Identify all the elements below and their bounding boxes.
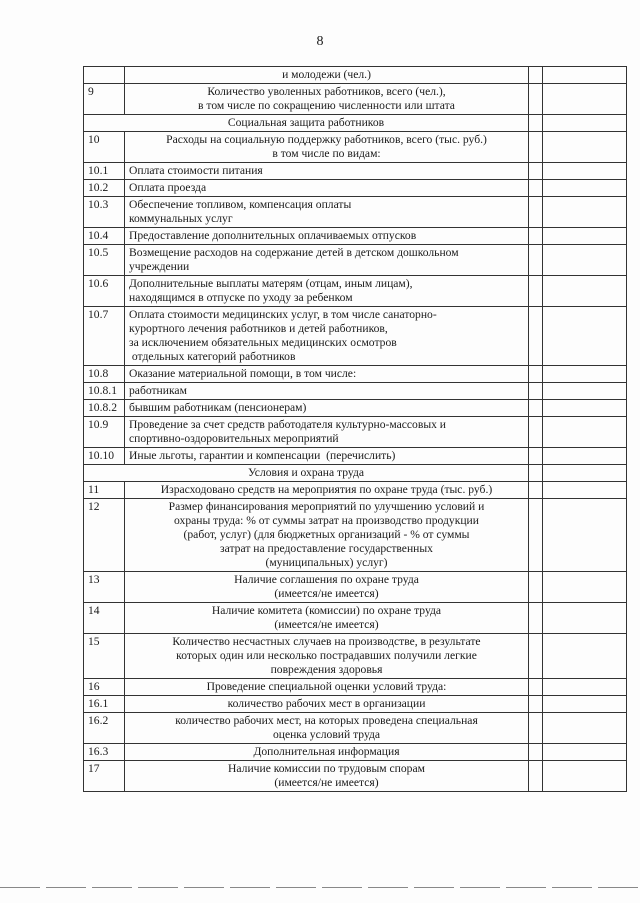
indicator-label-line: за исключением обязательных медицинских осмотров	[129, 336, 397, 349]
indicator-label-line: коммунальных услуг	[129, 212, 233, 225]
indicator-label-line: Оказание материальной помощи, в том числе:	[129, 367, 357, 380]
indicator-label-line: Проведение специальной оценки условий труда:	[206, 680, 447, 693]
row-number: 10.9	[84, 417, 125, 448]
indicator-label-line: (имеется/не имеется)	[274, 618, 379, 631]
value-cell[interactable]	[529, 132, 543, 163]
table-row	[84, 163, 627, 180]
value-cell[interactable]	[543, 761, 627, 792]
indicator-label	[125, 197, 529, 228]
table-row	[84, 696, 627, 713]
value-cell[interactable]	[543, 115, 627, 132]
value-cell[interactable]	[529, 228, 543, 245]
table-row	[84, 67, 627, 84]
indicator-label	[125, 400, 529, 417]
indicator-label	[125, 572, 529, 603]
indicator-label-line: (имеется/не имеется)	[274, 776, 379, 789]
table-body	[84, 67, 627, 792]
indicator-label	[125, 634, 529, 679]
value-cell[interactable]	[529, 679, 543, 696]
value-cell[interactable]	[529, 761, 543, 792]
indicator-label	[125, 228, 529, 245]
value-cell[interactable]	[529, 572, 543, 603]
row-number: 10.8.2	[84, 400, 125, 417]
table-row	[84, 448, 627, 465]
row-number: 16.2	[84, 713, 125, 744]
value-cell[interactable]	[543, 307, 627, 366]
table-row	[84, 132, 627, 163]
indicator-label	[125, 67, 529, 84]
indicator-label-line: (работ, услуг) (для бюджетных организаций - % от суммы	[183, 528, 470, 541]
indicator-label-line: Оплата стоимости медицинских услуг, в том числе санаторно-	[129, 308, 437, 321]
indicator-label	[125, 499, 529, 572]
value-cell[interactable]	[543, 132, 627, 163]
value-cell[interactable]	[529, 417, 543, 448]
value-cell[interactable]	[543, 197, 627, 228]
value-cell[interactable]	[529, 499, 543, 572]
row-number: 10.5	[84, 245, 125, 276]
table-row	[84, 180, 627, 197]
indicator-label-line: охраны труда: % от суммы затрат на производство продукции	[174, 514, 479, 527]
row-number	[84, 67, 125, 84]
page-number: 8	[316, 34, 324, 49]
value-cell[interactable]	[529, 84, 543, 115]
indicator-label-line: в том числе по видам:	[272, 147, 381, 160]
table-row	[84, 276, 627, 307]
indicator-label	[125, 696, 529, 713]
value-cell[interactable]	[529, 482, 543, 499]
indicator-label	[125, 679, 529, 696]
value-cell[interactable]	[543, 366, 627, 383]
indicator-label-line: курортного лечения работников и детей работников,	[129, 322, 388, 335]
value-cell[interactable]	[529, 245, 543, 276]
value-cell[interactable]	[529, 276, 543, 307]
indicator-label-line: Наличие комиссии по трудовым спорам	[228, 762, 425, 775]
row-number: 9	[84, 84, 125, 115]
value-cell[interactable]	[529, 197, 543, 228]
row-number: 10.7	[84, 307, 125, 366]
indicator-label-line: работникам	[129, 384, 187, 397]
value-cell[interactable]	[543, 744, 627, 761]
table-row	[84, 228, 627, 245]
indicator-label	[125, 84, 529, 115]
indicator-label-line: Дополнительная информация	[253, 745, 400, 758]
indicator-label-line: Обеспечение топливом, компенсация оплаты	[129, 198, 352, 211]
indicator-label-line: Расходы на социальную поддержку работников, всего (тыс. руб.)	[166, 133, 487, 146]
indicator-label	[125, 383, 529, 400]
table-row	[84, 482, 627, 499]
indicator-label-line: отдельных категорий работников	[129, 350, 296, 363]
row-number: 10	[84, 132, 125, 163]
indicator-label-line: находящимся в отпуске по уходу за ребенком	[129, 291, 353, 304]
indicator-label	[125, 366, 529, 383]
value-cell[interactable]	[529, 67, 543, 84]
table-row	[84, 400, 627, 417]
row-number: 14	[84, 603, 125, 634]
indicator-label-line: Оплата стоимости питания	[129, 164, 263, 177]
value-cell[interactable]	[543, 634, 627, 679]
row-number: 10.8.1	[84, 383, 125, 400]
row-number: 10.1	[84, 163, 125, 180]
value-cell[interactable]	[543, 679, 627, 696]
indicator-label-line: Количество уволенных работников, всего (чел.),	[207, 85, 446, 98]
indicator-label-line: Возмещение расходов на содержание детей в детском дошкольном	[129, 246, 459, 259]
table-row	[84, 603, 627, 634]
value-cell[interactable]	[543, 448, 627, 465]
indicator-label-line: повреждения здоровья	[270, 663, 383, 676]
value-cell[interactable]	[529, 713, 543, 744]
value-cell[interactable]	[529, 115, 543, 132]
table-row	[84, 679, 627, 696]
row-number: 10.8	[84, 366, 125, 383]
row-number: 10.4	[84, 228, 125, 245]
value-cell[interactable]	[543, 465, 627, 482]
value-cell[interactable]	[529, 744, 543, 761]
row-number: 10.2	[84, 180, 125, 197]
value-cell[interactable]	[543, 228, 627, 245]
table-row	[84, 713, 627, 744]
row-number: 10.3	[84, 197, 125, 228]
row-number: 16	[84, 679, 125, 696]
value-cell[interactable]	[543, 276, 627, 307]
indicator-label	[125, 761, 529, 792]
form-table	[83, 66, 627, 792]
value-cell[interactable]	[543, 713, 627, 744]
indicator-label-line: спортивно-оздоровительных мероприятий	[129, 432, 339, 445]
indicator-label-line: Размер финансирования мероприятий по улучшению условий и	[168, 500, 485, 513]
indicator-label	[125, 180, 529, 197]
row-number: 10.10	[84, 448, 125, 465]
section-header-row	[84, 465, 627, 482]
value-cell[interactable]	[529, 603, 543, 634]
value-cell[interactable]	[543, 603, 627, 634]
value-cell[interactable]	[529, 180, 543, 197]
row-number: 17	[84, 761, 125, 792]
indicator-label	[125, 307, 529, 366]
table-row	[84, 499, 627, 572]
value-cell[interactable]	[529, 400, 543, 417]
indicator-label	[125, 417, 529, 448]
section-title: Условия и охрана труда	[84, 465, 529, 482]
table-row	[84, 634, 627, 679]
value-cell[interactable]	[529, 366, 543, 383]
indicator-label-line: Наличие соглашения по охране труда	[234, 573, 419, 586]
value-cell[interactable]	[543, 67, 627, 84]
value-cell[interactable]	[543, 383, 627, 400]
value-cell[interactable]	[529, 383, 543, 400]
indicator-label-line: в том числе по сокращению численности или штата	[198, 99, 455, 112]
indicator-label	[125, 163, 529, 180]
indicator-label-line: которых один или несколько пострадавших получили легкие	[176, 649, 477, 662]
table-row	[84, 383, 627, 400]
table-row	[84, 84, 627, 115]
table-row	[84, 197, 627, 228]
indicator-label-line: и молодежи (чел.)	[282, 68, 371, 81]
indicator-label-line: Израсходовано средств на мероприятия по охране труда (тыс. руб.)	[160, 483, 493, 496]
table-row	[84, 761, 627, 792]
indicator-label-line: затрат на предоставление государственных	[220, 542, 433, 555]
indicator-label	[125, 276, 529, 307]
section-header-row	[84, 115, 627, 132]
value-cell[interactable]	[543, 84, 627, 115]
table-row	[84, 245, 627, 276]
indicator-label-line: количество рабочих мест, на которых проведена специальная	[175, 714, 478, 727]
row-number: 16.3	[84, 744, 125, 761]
indicator-label-line: Дополнительные выплаты матерям (отцам, иным лицам),	[129, 277, 413, 290]
indicator-label	[125, 713, 529, 744]
indicator-label	[125, 132, 529, 163]
indicator-label-line: бывшим работникам (пенсионерам)	[129, 401, 307, 414]
row-number: 16.1	[84, 696, 125, 713]
value-cell[interactable]	[529, 696, 543, 713]
indicator-label	[125, 744, 529, 761]
indicator-label-line: Предоставление дополнительных оплачиваемых отпусков	[129, 229, 417, 242]
value-cell[interactable]	[529, 307, 543, 366]
table-row	[84, 572, 627, 603]
row-number: 11	[84, 482, 125, 499]
table-row	[84, 366, 627, 383]
page-bottom-edge	[0, 887, 640, 888]
value-cell[interactable]	[529, 465, 543, 482]
indicator-label	[125, 603, 529, 634]
row-number: 12	[84, 499, 125, 572]
indicator-label	[125, 482, 529, 499]
section-title: Социальная защита работников	[84, 115, 529, 132]
indicator-label-line: Наличие комитета (комиссии) по охране труда	[211, 604, 442, 617]
value-cell[interactable]	[543, 499, 627, 572]
value-cell[interactable]	[543, 400, 627, 417]
indicator-label-line: оценка условий труда	[272, 728, 381, 741]
value-cell[interactable]	[543, 696, 627, 713]
value-cell[interactable]	[529, 163, 543, 180]
indicator-label	[125, 245, 529, 276]
value-cell[interactable]	[543, 572, 627, 603]
indicator-label	[125, 448, 529, 465]
value-cell[interactable]	[543, 245, 627, 276]
value-cell[interactable]	[543, 180, 627, 197]
value-cell[interactable]	[543, 417, 627, 448]
value-cell[interactable]	[543, 163, 627, 180]
row-number: 10.6	[84, 276, 125, 307]
row-number: 15	[84, 634, 125, 679]
indicator-label-line: (муниципальных) услуг)	[265, 556, 388, 569]
value-cell[interactable]	[529, 634, 543, 679]
indicator-label-line: (имеется/не имеется)	[274, 587, 379, 600]
indicator-label-line: учреждении	[129, 260, 190, 273]
indicator-label-line: количество рабочих мест в организации	[227, 697, 426, 710]
value-cell[interactable]	[529, 448, 543, 465]
table-row	[84, 307, 627, 366]
indicator-label-line: Проведение за счет средств работодателя культурно-массовых и	[129, 418, 447, 431]
indicator-label-line: Иные льготы, гарантии и компенсации (перечислить)	[129, 449, 396, 462]
indicator-label-line: Оплата проезда	[129, 181, 207, 194]
indicator-label-line: Количество несчастных случаев на производстве, в результате	[172, 635, 481, 648]
table-row	[84, 744, 627, 761]
table-row	[84, 417, 627, 448]
value-cell[interactable]	[543, 482, 627, 499]
row-number: 13	[84, 572, 125, 603]
